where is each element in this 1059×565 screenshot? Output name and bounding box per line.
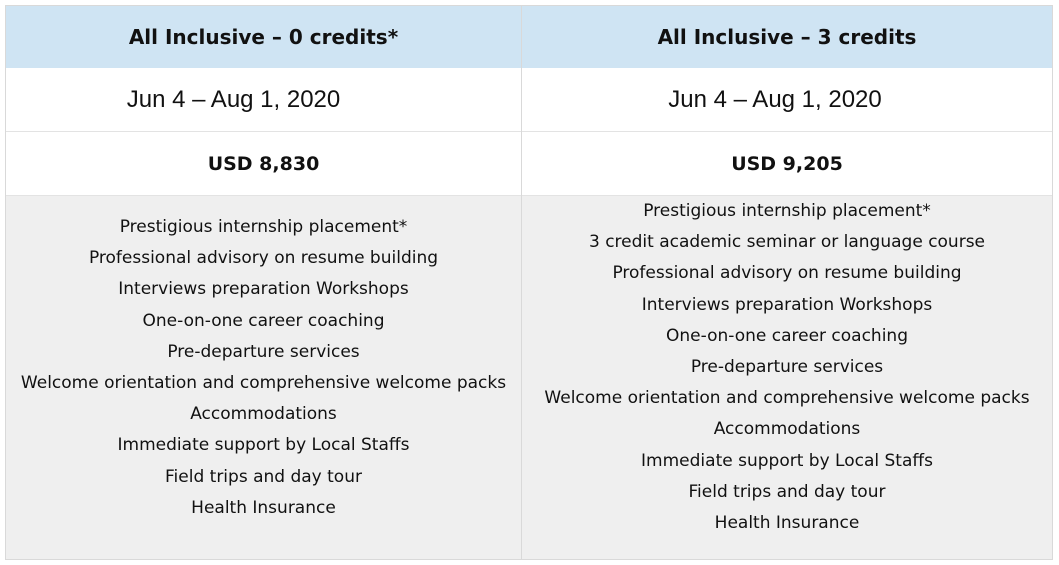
feature-item: Professional advisory on resume building: [88, 248, 439, 269]
feature-item: Pre-departure services: [690, 357, 884, 378]
feature-item: Health Insurance: [191, 497, 336, 518]
feature-item: Welcome orientation and comprehensive welcome packs: [20, 373, 507, 394]
feature-item: One-on-one career coaching: [666, 325, 908, 346]
plan-price-0-credits: USD 8,830: [6, 132, 521, 196]
plan-title-0-credits: All Inclusive – 0 credits*: [6, 6, 521, 69]
feature-item: Pre-departure services: [167, 341, 360, 362]
plan-dates-text: Jun 4 – Aug 1, 2020: [668, 86, 882, 113]
plan-dates-text: Jun 4 – Aug 1, 2020: [126, 86, 341, 113]
feature-item: Interviews preparation Workshops: [641, 294, 933, 315]
feature-item: Professional advisory on resume building: [612, 263, 962, 284]
feature-list: [544, 196, 1029, 539]
feature-item: Accommodations: [190, 404, 337, 425]
feature-item: One-on-one career coaching: [142, 310, 385, 331]
feature-item: Health Insurance: [714, 513, 860, 534]
plan-features-3-credits: [522, 196, 1052, 559]
feature-item: Immediate support by Local Staffs: [117, 435, 410, 456]
plan-dates-3-credits: [522, 69, 1052, 132]
feature-item: Prestigious internship placement*: [643, 201, 931, 221]
feature-item: 3 credit academic seminar or language course: [588, 232, 986, 253]
feature-item: Field trips and day tour: [165, 466, 362, 487]
plan-price-3-credits: USD 9,205: [522, 132, 1052, 196]
plan-features-0-credits: [6, 196, 521, 559]
feature-item: Interviews preparation Workshops: [118, 279, 409, 300]
feature-item: Welcome orientation and comprehensive welcome packs: [544, 388, 1030, 409]
plan-dates-0-credits: [6, 69, 521, 132]
pricing-table: [5, 5, 1053, 560]
plan-title-3-credits: All Inclusive – 3 credits: [522, 6, 1052, 69]
feature-item: Accommodations: [713, 419, 861, 440]
feature-item: Prestigious internship placement*: [119, 217, 408, 237]
feature-list: [21, 212, 506, 524]
feature-item: Field trips and day tour: [688, 481, 886, 502]
feature-item: Immediate support by Local Staffs: [641, 450, 933, 471]
